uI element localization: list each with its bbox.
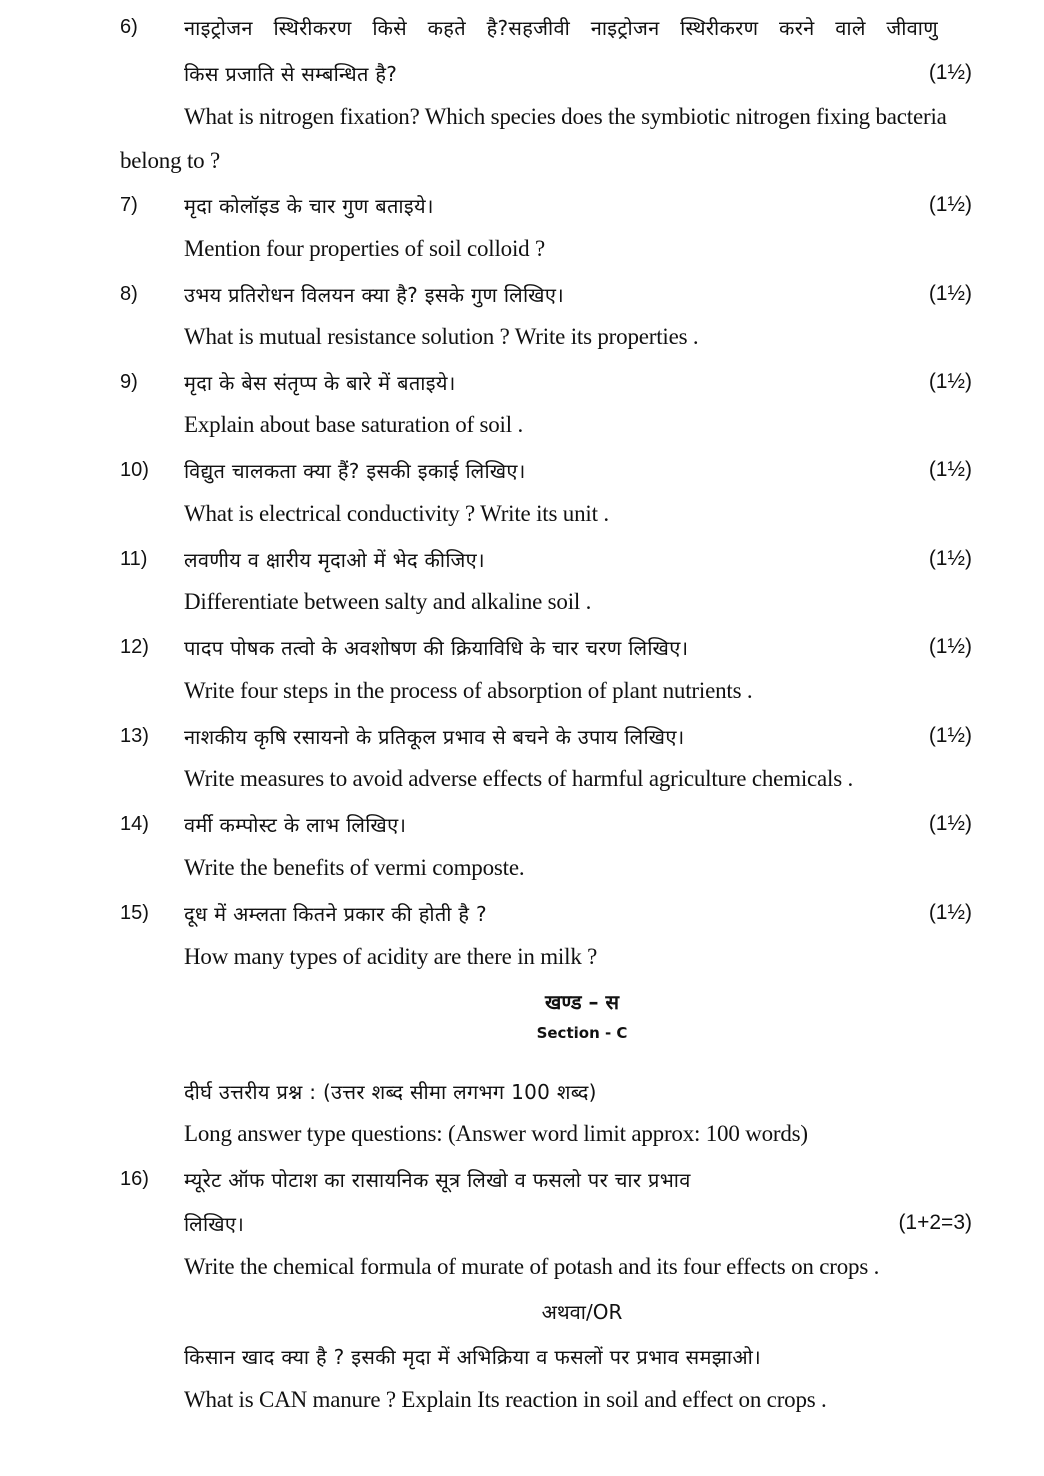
question-hindi-line1: म्यूरेट ऑफ पोटाश का रासायनिक सूत्र लिखो व फसलो पर चार प्रभाव — [184, 1168, 691, 1192]
question-hindi: मृदा कोलॉइड के चार गुण बताइये। — [184, 194, 434, 218]
instruction-english: Long answer type questions: (Answer word limit approx: 100 words) — [184, 1121, 808, 1146]
question-marks: (1½) — [928, 635, 972, 658]
question-number: 16) — [120, 1168, 149, 1190]
question-hindi-line1: नाइट्रोजन स्थिरीकरण किसे कहते है?सहजीवी नाइट्रोजन स्थिरीकरण करने वाले जीवाणु — [184, 16, 939, 40]
question-hindi: मृदा के बेस संतृप्प के बारे में बताइये। — [184, 371, 456, 395]
instruction-hindi: दीर्घ उत्तरीय प्रश्न : (उत्तर शब्द सीमा लगभग 100 शब्द) — [184, 1080, 597, 1104]
question-english: Write measures to avoid adverse effects of harmful agriculture chemicals . — [184, 766, 854, 791]
alternate-question-english: What is CAN manure ? Explain Its reaction in soil and effect on crops . — [184, 1387, 827, 1412]
question-marks: (1½) — [928, 282, 972, 305]
question-english: Write the chemical formula of murate of potash and its four effects on crops . — [184, 1254, 880, 1279]
question-number: 14) — [120, 813, 149, 835]
question-english: Explain about base saturation of soil . — [184, 412, 524, 437]
section-title-english: Section - C — [536, 1024, 628, 1042]
question-marks: (1½) — [928, 724, 972, 747]
question-english: Mention four properties of soil colloid ? — [184, 236, 546, 261]
question-english: Write the benefits of vermi composte. — [184, 855, 525, 880]
question-english-line2: belong to ? — [120, 148, 220, 173]
question-hindi: नाशकीय कृषि रसायनो के प्रतिकूल प्रभाव से बचने के उपाय लिखिए। — [184, 725, 685, 749]
section-title-hindi: खण्ड – स — [544, 990, 619, 1014]
question-english: What is electrical conductivity ? Write its unit . — [184, 501, 609, 526]
question-hindi: पादप पोषक तत्वो के अवशोषण की क्रियाविधि के चार चरण लिखिए। — [184, 636, 689, 660]
or-separator: अथवा/OR — [541, 1300, 623, 1324]
question-number: 11) — [120, 548, 148, 570]
question-number: 6) — [120, 16, 138, 38]
question-hindi: उभय प्रतिरोधन विलयन क्या है? इसके गुण लिखिए। — [184, 283, 565, 307]
question-number: 13) — [120, 725, 149, 747]
question-marks: (1½) — [928, 370, 972, 393]
question-hindi-line2: किस प्रजाति से सम्बन्धित है? — [184, 62, 398, 86]
question-number: 7) — [120, 194, 138, 216]
question-hindi: दूध में अम्लता कितने प्रकार की होती है ? — [184, 902, 487, 926]
question-hindi: लवणीय व क्षारीय मृदाओ में भेद कीजिए। — [184, 548, 485, 572]
question-english: How many types of acidity are there in milk ? — [184, 944, 598, 969]
question-marks: (1½) — [928, 61, 972, 84]
question-number: 10) — [120, 459, 149, 481]
question-number: 12) — [120, 636, 149, 658]
question-hindi: विद्युत चालकता क्या हैं? इसकी इकाई लिखिए। — [184, 459, 526, 483]
question-marks: (1½) — [928, 193, 972, 216]
question-hindi: वर्मी कम्पोस्ट के लाभ लिखिए। — [184, 813, 407, 837]
question-number: 9) — [120, 371, 138, 393]
question-english: Differentiate between salty and alkaline soil . — [184, 589, 592, 614]
alternate-question-hindi: किसान खाद क्या है ? इसकी मृदा में अभिक्रिया व फसलों पर प्रभाव समझाओ। — [184, 1345, 762, 1369]
question-english: Write four steps in the process of absorption of plant nutrients . — [184, 678, 753, 703]
question-marks: (1½) — [928, 812, 972, 835]
question-number: 8) — [120, 283, 138, 305]
question-hindi-line2: लिखिए। — [184, 1212, 245, 1236]
question-marks: (1½) — [928, 547, 972, 570]
question-marks: (1+2=3) — [898, 1211, 972, 1234]
question-english-line1: What is nitrogen fixation? Which species does the symbiotic nitrogen fixing bacteria — [184, 104, 947, 129]
question-number: 15) — [120, 902, 149, 924]
question-marks: (1½) — [928, 458, 972, 481]
question-marks: (1½) — [928, 901, 972, 924]
question-english: What is mutual resistance solution ? Write its properties . — [184, 324, 699, 349]
